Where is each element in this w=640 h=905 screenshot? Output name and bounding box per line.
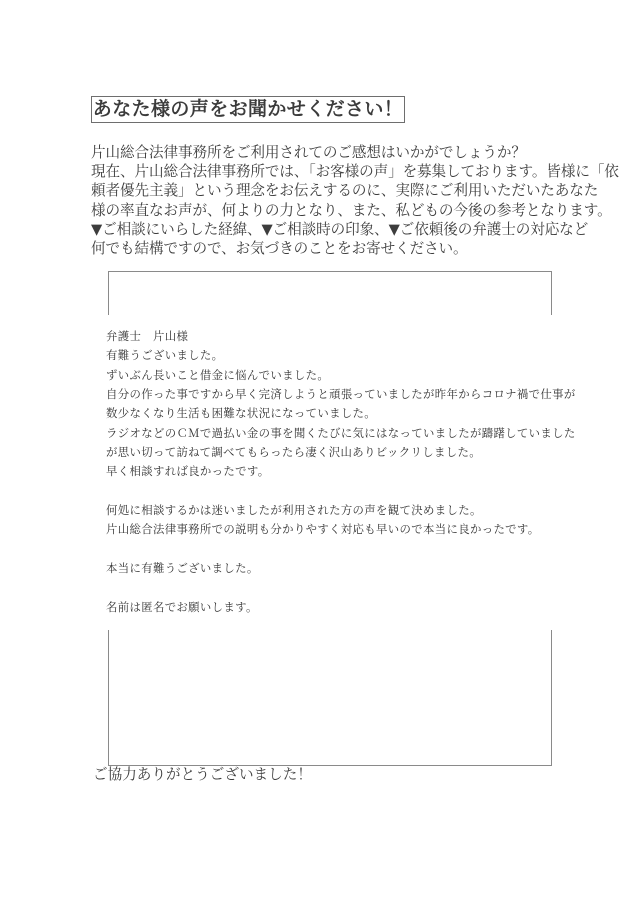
comment-line: 本当に有難うございました。 xyxy=(106,561,259,576)
comment-line: が思い切って訪ねて調べてもらったら凄く沢山ありビックリしました。 xyxy=(106,445,481,460)
comment-line: 自分の作った事ですから早く完済しようと頑張っていましたが昨年からコロナ禍で仕事が xyxy=(106,387,576,402)
comment-line: ずいぶん長いこと借金に悩んでいました。 xyxy=(106,367,330,382)
title-box xyxy=(91,96,405,123)
intro-paragraph xyxy=(91,143,619,258)
comment-line: 何処に相談するかは迷いましたが利用された方の声を観て決めました。 xyxy=(106,503,482,518)
comment-line: ラジオなどのＣＭで過払い金の事を聞くたびに気にはなっていましたが躊躇していました xyxy=(106,425,576,440)
intro-line: 片山総合法律事務所をご利用されてのご感想はいかがでしょうか？ xyxy=(91,144,526,161)
comment-line: 有難うございました。 xyxy=(106,348,224,363)
intro-line: 頼者優先主義」という理念をお伝えするのに、実際にご利用いただいたあなた xyxy=(91,182,599,200)
intro-line: 様の率直なお声が、何よりの力となり、また、私どもの今後の参考となります。 xyxy=(91,201,612,219)
comment-line: 数少なくなり生活も困難な状況になっていました。 xyxy=(106,406,377,421)
comment-body xyxy=(106,327,576,617)
comment-box-frame-top xyxy=(108,271,552,315)
comment-line: 片山総合法律事務所での説明も分かりやすく対応も早いので本当に良かったです。 xyxy=(106,522,540,537)
intro-line: 何でも結構ですので、お気づきのことをお寄せください。 xyxy=(91,239,468,257)
comment-salutation: 弁護士 片山様 xyxy=(106,329,189,343)
comment-blank-line xyxy=(106,578,568,597)
customer-comment xyxy=(84,318,574,628)
thanks-message: ご協力ありがとうございました！ xyxy=(93,766,312,783)
comment-blank-line xyxy=(106,482,568,501)
page-title: あなた様の声をお聞かせください！ xyxy=(92,98,404,120)
comment-signoff: 名前は匿名でお願いします。 xyxy=(106,599,258,614)
intro-line: 現在、片山総合法律事務所では、「お客様の声」を募集しております。皆様に「依 xyxy=(91,163,619,181)
intro-line: ▼ご相談にいらした経緯、▼ご相談時の印象、▼ご依頼後の弁護士の対応など xyxy=(91,220,589,238)
comment-blank-line xyxy=(106,540,568,559)
comment-box-frame-bottom xyxy=(108,630,552,766)
comment-line: 早く相談すれば良かったです。 xyxy=(106,464,270,479)
